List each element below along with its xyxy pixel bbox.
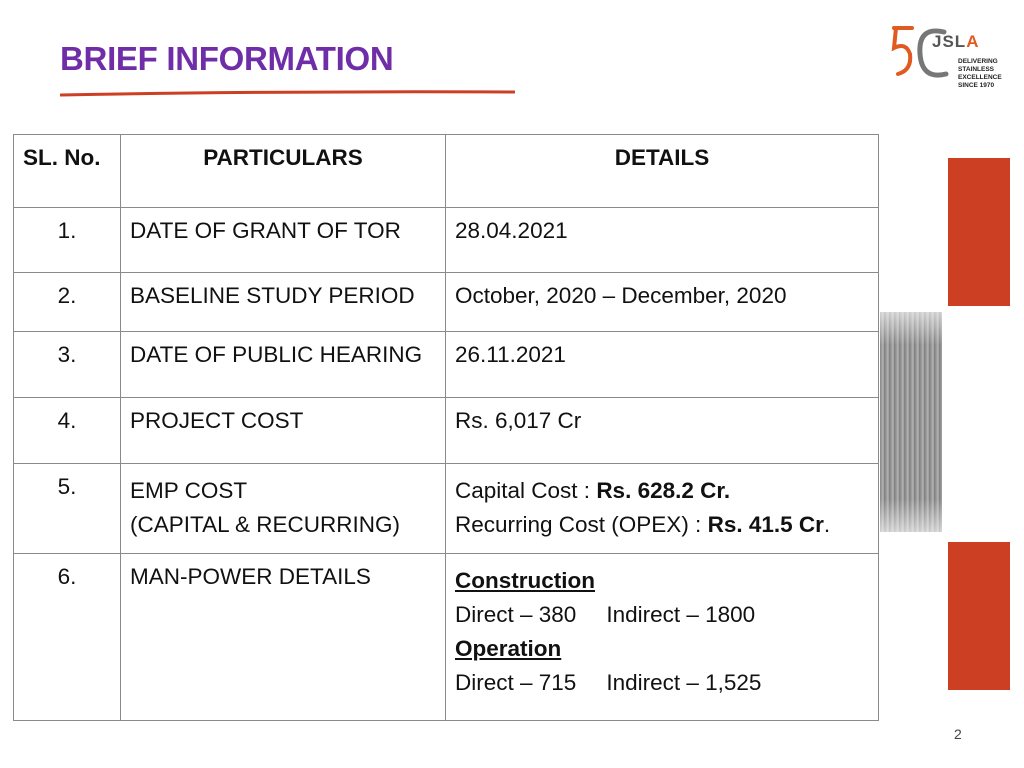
brief-information-table (13, 134, 879, 721)
cell-sl: 6. (14, 554, 121, 721)
header-particulars: PARTICULARS (121, 135, 446, 208)
cell-particular: DATE OF GRANT OF TOR (121, 208, 446, 273)
cell-sl: 3. (14, 332, 121, 398)
decorative-steel-texture (880, 312, 942, 532)
decorative-red-bar-bottom (948, 542, 1010, 690)
cell-particular: BASELINE STUDY PERIOD (121, 273, 446, 332)
table-row (14, 464, 879, 554)
cell-particular: DATE OF PUBLIC HEARING (121, 332, 446, 398)
cell-details (446, 554, 879, 721)
table-row (14, 208, 879, 273)
cell-details: 26.11.2021 (446, 332, 879, 398)
cell-sl: 5. (14, 464, 121, 554)
operation-manpower: Direct – 715 Indirect – 1,525 (455, 670, 762, 695)
table-row (14, 398, 879, 464)
logo-brand: JSLA (932, 32, 980, 51)
operation-heading: Operation (455, 636, 562, 661)
table-row (14, 332, 879, 398)
cell-particular (121, 464, 446, 554)
capital-cost-line: Capital Cost : Rs. 628.2 Cr. (455, 478, 731, 503)
table-row (14, 554, 879, 721)
cell-particular: MAN-POWER DETAILS (121, 554, 446, 721)
cell-sl: 2. (14, 273, 121, 332)
decorative-red-bar-top (948, 158, 1010, 306)
recurring-cost-line: Recurring Cost (OPEX) : Rs. 41.5 Cr. (455, 512, 831, 537)
anniversary-50-icon (888, 18, 958, 88)
emp-cost-label: EMP COST (130, 478, 248, 503)
title-underline (60, 88, 515, 100)
cell-sl: 1. (14, 208, 121, 273)
cell-details: October, 2020 – December, 2020 (446, 273, 879, 332)
construction-heading: Construction (455, 568, 595, 593)
construction-manpower: Direct – 380 Indirect – 1800 (455, 602, 756, 627)
page-title: BRIEF INFORMATION (60, 40, 394, 77)
emp-cost-sublabel: (CAPITAL & RECURRING) (130, 512, 401, 537)
page-number: 2 (954, 726, 962, 742)
table-row (14, 273, 879, 332)
cell-details (446, 464, 879, 554)
header-sl-no: SL. No. (14, 135, 121, 208)
header-details: DETAILS (446, 135, 879, 208)
cell-particular: PROJECT COST (121, 398, 446, 464)
company-logo (888, 18, 1008, 88)
cell-details: Rs. 6,017 Cr (446, 398, 879, 464)
table-header-row (14, 135, 879, 208)
cell-details: 28.04.2021 (446, 208, 879, 273)
logo-tagline: DELIVERING STAINLESS EXCELLENCE SINCE 1970 (958, 58, 1002, 89)
cell-sl: 4. (14, 398, 121, 464)
